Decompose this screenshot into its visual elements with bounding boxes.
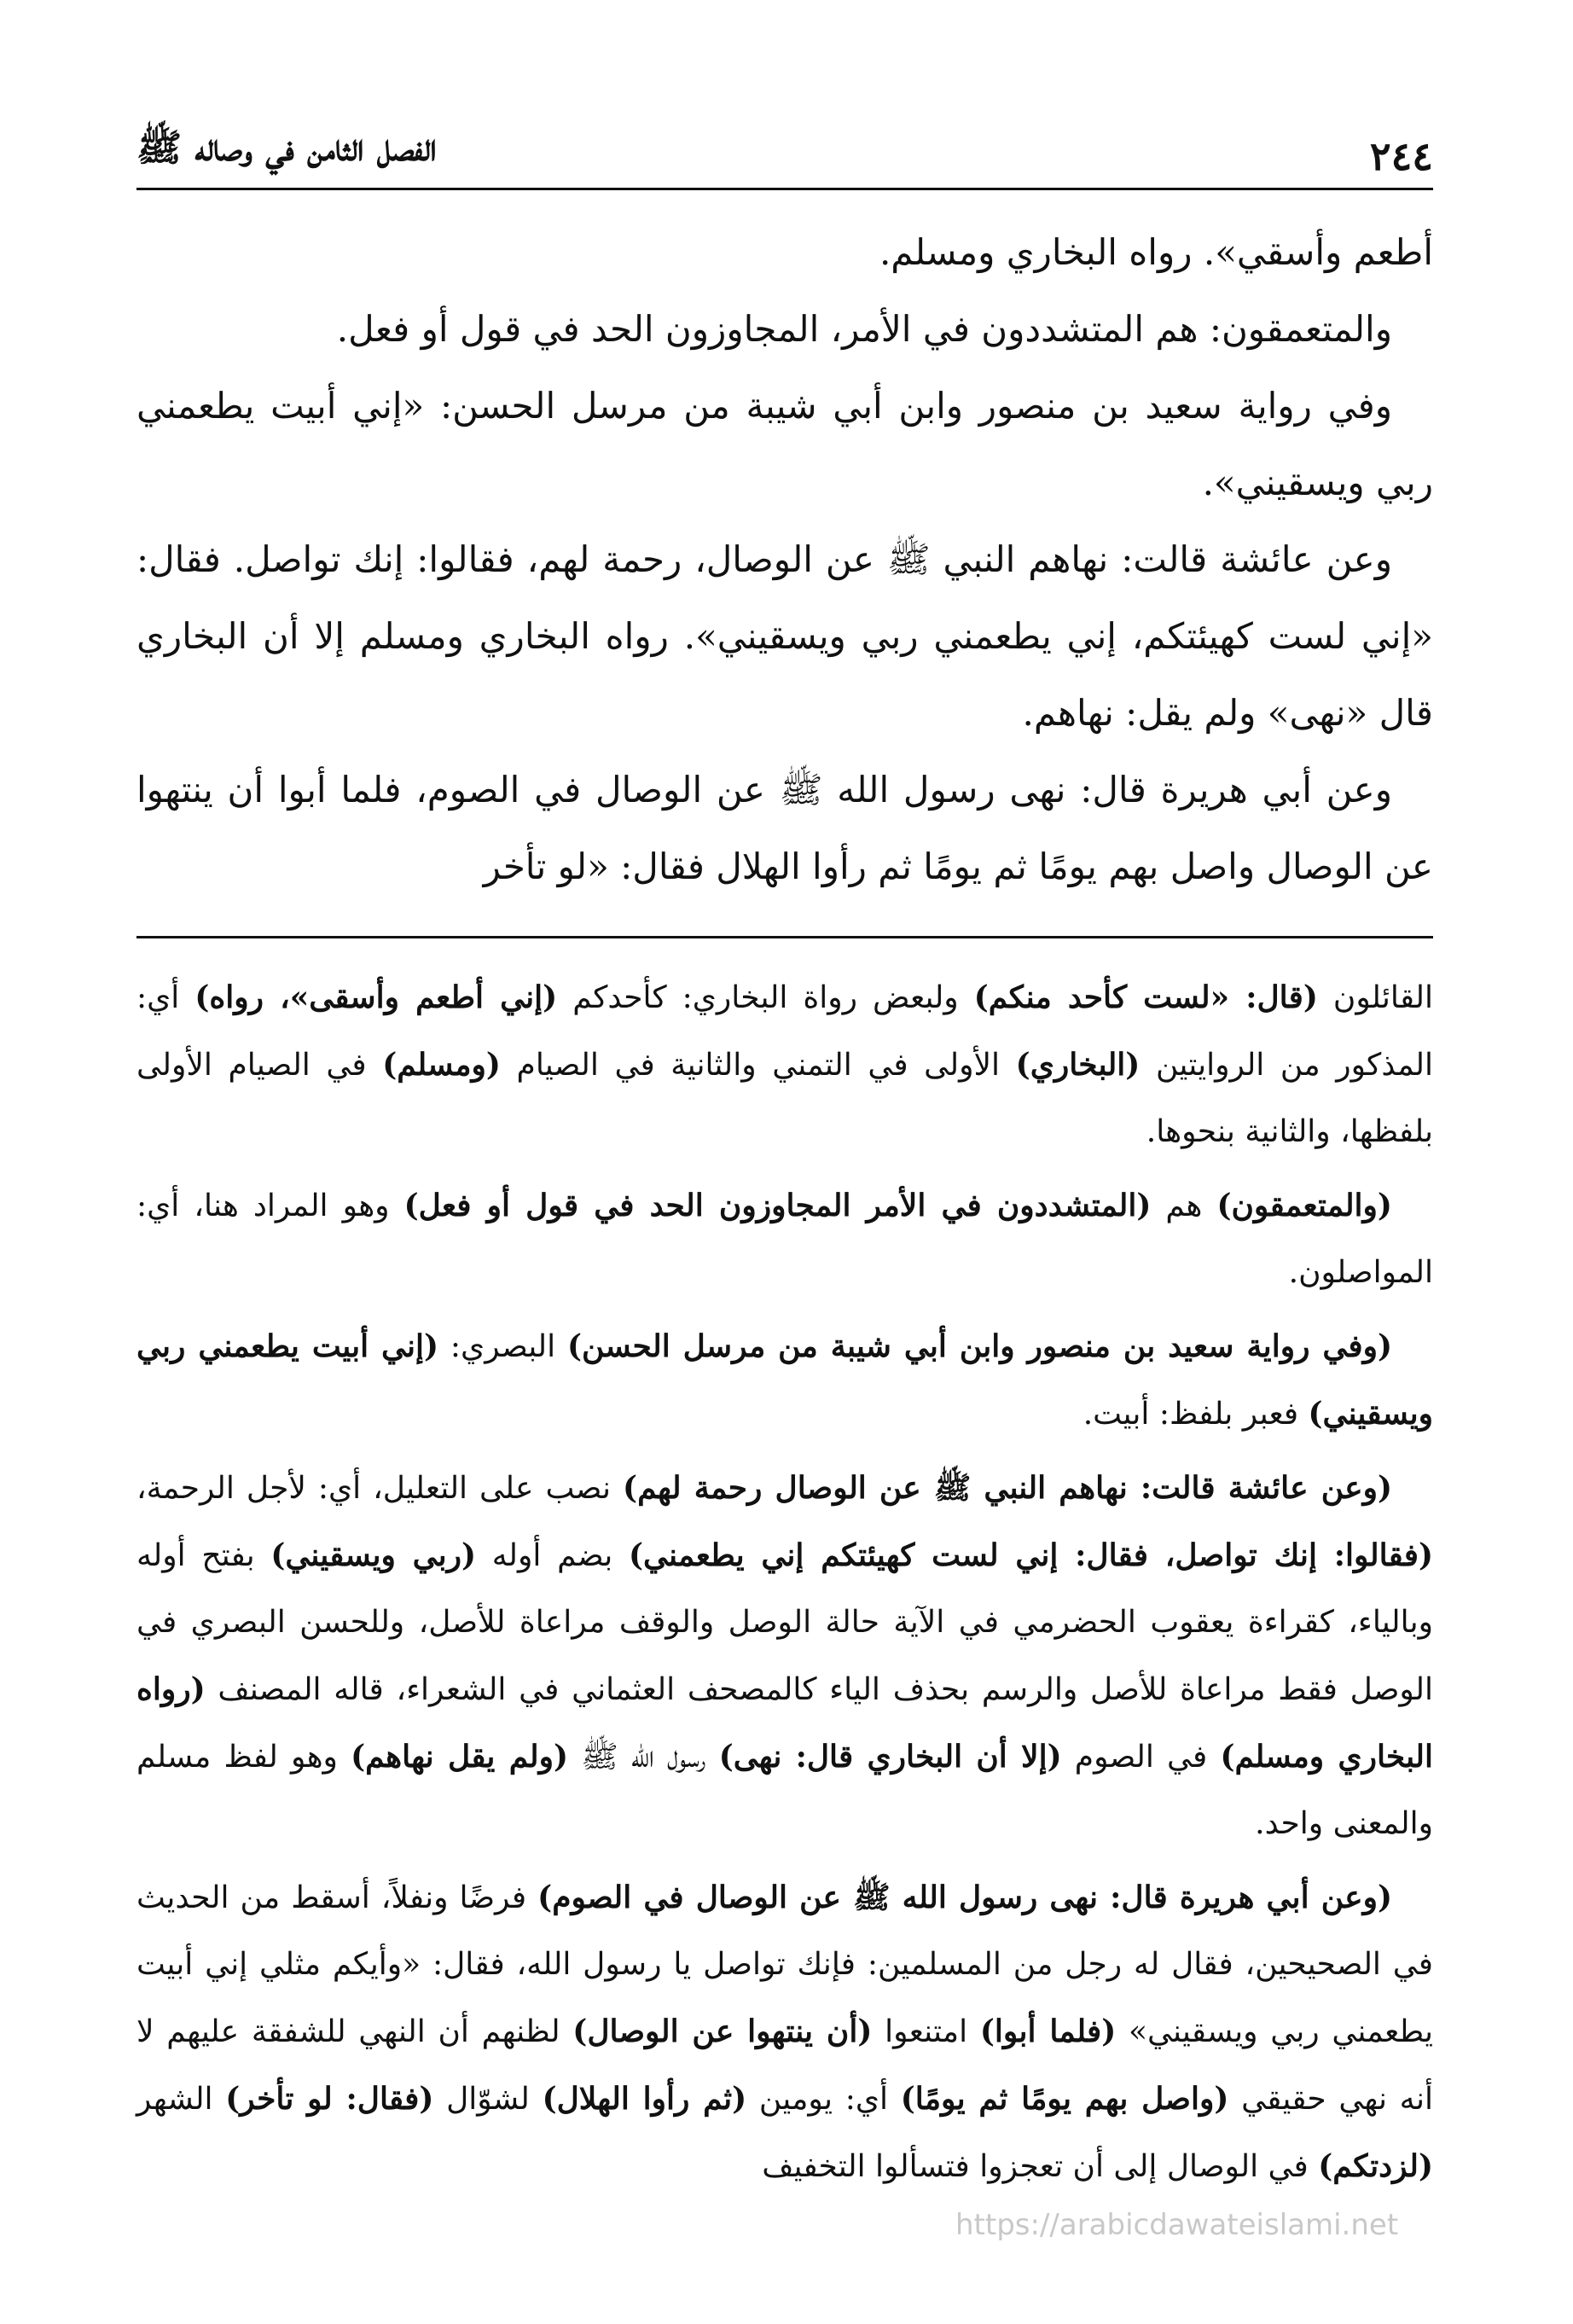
main-paragraph: وعن عائشة قالت: نهاهم النبي ﷺ عن الوصال، رحمة لهم، فقالوا: إنك تواصل. فقال: «إني لست كهيئتكم، إني يطعمني ربي ويسقيني». رواه البخاري ومسلم إلا أن البخاري قال «نهى» ولم يقل: نهاهم. bbox=[136, 538, 1433, 734]
commentary-paragraph bbox=[136, 1313, 1433, 1448]
commentary-text: أي: يومين bbox=[746, 2082, 901, 2117]
quoted-text: (والمتعمقون) bbox=[1216, 1188, 1392, 1223]
hadith-text bbox=[136, 214, 1433, 905]
quoted-text: (فقالوا: إنك تواصل، فقال: إني لست كهيئتكم إني يطعمني) bbox=[628, 1537, 1433, 1573]
commentary-text: وهو المراد هنا، أي: المواصلون. bbox=[136, 1188, 1433, 1290]
commentary-text: في الصوم bbox=[1061, 1740, 1221, 1775]
commentary-text: في الصيام الأولى بلفظها، والثانية بنحوها. bbox=[136, 1048, 1433, 1149]
commentary-text: أي: المذكور من الروايتين bbox=[136, 980, 1433, 1083]
main-paragraph: والمتعمقون: هم المتشددون في الأمر، المجاوزون الحد في قول أو فعل. bbox=[336, 308, 1392, 350]
quoted-text: (البخاري) bbox=[1015, 1047, 1141, 1083]
book-page bbox=[136, 102, 1433, 2207]
commentary-text: هم bbox=[1151, 1188, 1217, 1223]
quoted-text: (ثم رأوا الهلال) bbox=[542, 2081, 747, 2117]
commentary-text: بفتح أوله وبالياء، كقراءة يعقوب الحضرمي في الآية حالة الوصل والوقف مراعاة للأصل، وللحسن البصري في الوصل فقط مراعاة للأصل والرسم بحذف الياء كالمصحف العثماني في الشعراء، قاله المصنف bbox=[136, 1538, 1433, 1707]
commentary-text: ولبعض رواة البخاري: كأحدكم bbox=[557, 980, 974, 1015]
quoted-text: (رواه البخاري ومسلم) bbox=[136, 1671, 1433, 1775]
commentary-paragraph bbox=[136, 1864, 1433, 2200]
commentary-text: امتنعوا bbox=[872, 2014, 980, 2049]
main-paragraph: وفي رواية سعيد بن منصور وابن أبي شيبة من مرسل الحسن: «إني أبيت يطعمني ربي ويسقيني». bbox=[136, 385, 1433, 503]
commentary-text: لشوّال bbox=[433, 2082, 543, 2117]
commentary-paragraph bbox=[136, 1455, 1433, 1857]
watermark-url: https://arabicdawateislami.net bbox=[955, 2208, 1399, 2242]
commentary-text: في الوصال إلى أن تعجزوا فتسألوا التخفيف bbox=[762, 2149, 1319, 2184]
quoted-text: (فلما أبوا) bbox=[979, 2013, 1117, 2049]
quoted-text: (لزدتكم) bbox=[1318, 2148, 1433, 2184]
quoted-text: (المتشددون في الأمر المجاوزون الحد في قول أو فعل) bbox=[403, 1188, 1152, 1223]
quoted-text: (وعن عائشة قالت: نهاهم النبي ﷺ عن الوصال رحمة لهم) bbox=[623, 1470, 1392, 1506]
quoted-text: (ومسلم) bbox=[382, 1047, 501, 1083]
quoted-text: (وفي رواية سعيد بن منصور وابن أبي شيبة من مرسل الحسن) bbox=[566, 1328, 1393, 1364]
commentary-text: نصب على التعليل، أي: لأجل الرحمة، bbox=[136, 1471, 624, 1506]
commentary-text: رسول الله ﷺ bbox=[568, 1740, 719, 1775]
quoted-text: (وعن أبي هريرة قال: نهى رسول الله ﷺ عن الوصال في الصوم) bbox=[537, 1880, 1392, 1915]
page-number: ٢٤٤ bbox=[1369, 133, 1433, 179]
footnote-divider bbox=[136, 936, 1433, 938]
commentary-text: وهو لفظ مسلم والمعنى واحد. bbox=[136, 1740, 1433, 1841]
quoted-text: (واصل بهم يومًا ثم يومًا) bbox=[900, 2081, 1229, 2117]
main-paragraph: وعن أبي هريرة قال: نهى رسول الله ﷺ عن الوصال في الصوم، فلما أبوا أن ينتهوا عن الوصال واصل بهم يومًا ثم يومًا ثم رأوا الهلال فقال: «لو تأخر bbox=[136, 769, 1433, 887]
quoted-text: (إني أبيت يطعمني ربي ويسقيني) bbox=[136, 1328, 1433, 1432]
commentary-text: بضم أوله bbox=[476, 1538, 629, 1573]
commentary-text: البصري: bbox=[438, 1329, 567, 1364]
commentary-text: فعبر بلفظ: أبيت. bbox=[1083, 1397, 1309, 1432]
commentary-text: لظنهم أن النهي للشفقة عليهم لا أنه نهي حقيقي bbox=[136, 2014, 1433, 2117]
commentary-text: فرضًا ونفلاً، أسقط من الحديث في الصحيحين، فقال له رجل من المسلمين: فإنك تواصل يا رسول الله، فقال: «وأيكم مثلي إني أبيت يطعمني ربي ويسقيني» bbox=[136, 1880, 1433, 2049]
page-header bbox=[136, 102, 1433, 190]
quoted-text: (ولم يقل نهاهم) bbox=[351, 1739, 569, 1775]
commentary-text: الشهر bbox=[136, 2082, 226, 2117]
quoted-text: (إني أطعم وأسقى»، رواه) bbox=[194, 979, 558, 1015]
commentary-text: القائلون bbox=[1317, 980, 1434, 1015]
commentary-paragraph bbox=[136, 1172, 1433, 1306]
commentary bbox=[136, 964, 1433, 2200]
quoted-text: (قال: «لست كأحد منكم) bbox=[973, 979, 1318, 1015]
main-paragraph: أطعم وأسقي». رواه البخاري ومسلم. bbox=[879, 231, 1433, 273]
quoted-text: (فقال: لو تأخر) bbox=[225, 2081, 434, 2117]
quoted-text: (أن ينتهوا عن الوصال) bbox=[572, 2013, 873, 2049]
commentary-text: الأولى في التمني والثانية في الصيام bbox=[500, 1048, 1016, 1083]
quoted-text: (إلا أن البخاري قال: نهى) bbox=[718, 1739, 1062, 1775]
quoted-text: (ربي ويسقيني) bbox=[270, 1537, 477, 1573]
commentary-paragraph bbox=[136, 964, 1433, 1165]
chapter-title: الفصل الثامن في وصاله ﷺ bbox=[136, 126, 437, 170]
